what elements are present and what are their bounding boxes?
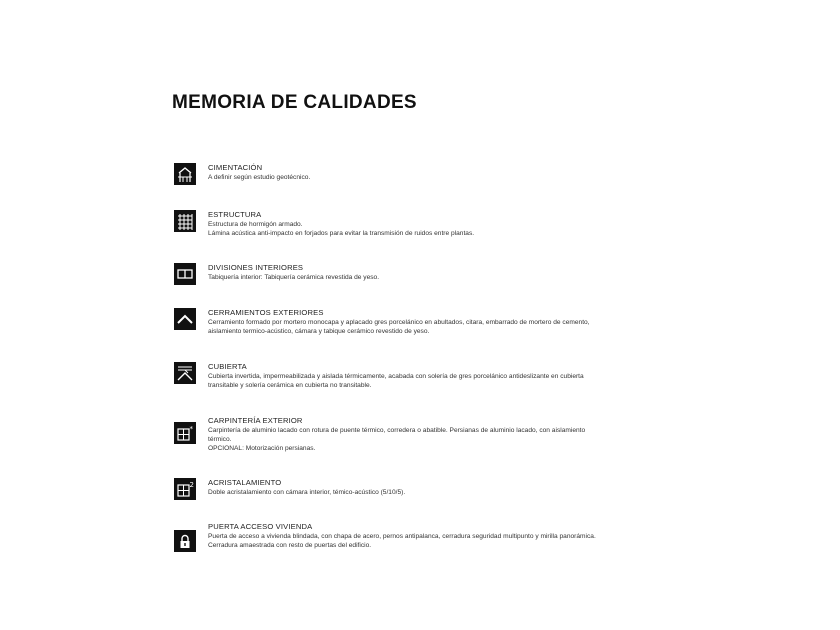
interior-walls-icon xyxy=(174,263,196,285)
item-heading: CIMENTACIÓN xyxy=(208,163,263,172)
item-line: OPCIONAL: Motorización persianas. xyxy=(208,444,316,452)
item-heading: DIVISIONES INTERIORES xyxy=(208,263,304,272)
item-line: aislamiento termico-acústico, cámara y tabique cerámico revestido de yeso. xyxy=(208,327,430,335)
item-line: Tabiquería interior: Tabiquería cerámica revestida de yeso. xyxy=(208,273,380,281)
item-line: Estructura de hormigón armado. xyxy=(208,220,303,228)
item-line: Cerradura amaestrada con resto de puertas del edificio. xyxy=(208,541,372,549)
item-line: Puerta de acceso a vivienda blindada, con chapa de acero, pernos antipalanca, cerradura seguridad multipunto y mirilla panorámica. xyxy=(208,532,596,540)
window-frame-icon xyxy=(174,422,196,444)
item-line: transitable y solería cerámica en cubierta no transitable. xyxy=(208,381,372,389)
item-line: Carpintería de aluminio lacado con rotura de puente térmico, corredera o abatible. Persianas de aluminio lacado, con aislamiento xyxy=(208,426,586,434)
svg-text:*: * xyxy=(189,425,193,433)
foundation-icon xyxy=(174,163,196,185)
structure-grid-icon xyxy=(174,210,196,232)
item-heading: ACRISTALAMIENTO xyxy=(208,478,282,487)
item-heading: ESTRUCTURA xyxy=(208,210,262,219)
item-heading: PUERTA ACCESO VIVIENDA xyxy=(208,522,313,531)
svg-text:2: 2 xyxy=(189,481,194,489)
item-heading: CERRAMIENTOS EXTERIORES xyxy=(208,308,324,317)
page-title: MEMORIA DE CALIDADES xyxy=(172,92,417,113)
item-heading: CUBIERTA xyxy=(208,362,247,371)
exterior-enclosure-icon xyxy=(174,308,196,330)
item-line: térmico. xyxy=(208,435,232,443)
roof-icon xyxy=(174,362,196,384)
item-line: Cubierta invertida, impermeabilizada y aislada térmicamente, acabada con solería de gres porcelánico antideslizante en cubierta xyxy=(208,372,584,380)
item-line: A definir según estudio geotécnico. xyxy=(208,173,311,181)
padlock-icon xyxy=(174,530,196,552)
item-line: Doble acristalamiento con cámara interior, témico-acústico (5/10/5). xyxy=(208,488,406,496)
item-heading: CARPINTERÍA EXTERIOR xyxy=(208,416,303,425)
item-line: Cerramiento formado por mortero monocapa y aplacado gres porcelánico en abultados, citara, embarrado de mortero de cemento, xyxy=(208,318,590,326)
double-glazing-icon xyxy=(174,478,196,500)
item-line: Lámina acústica anti-impacto en forjados para evitar la transmisión de ruidos entre plantas. xyxy=(208,229,475,237)
